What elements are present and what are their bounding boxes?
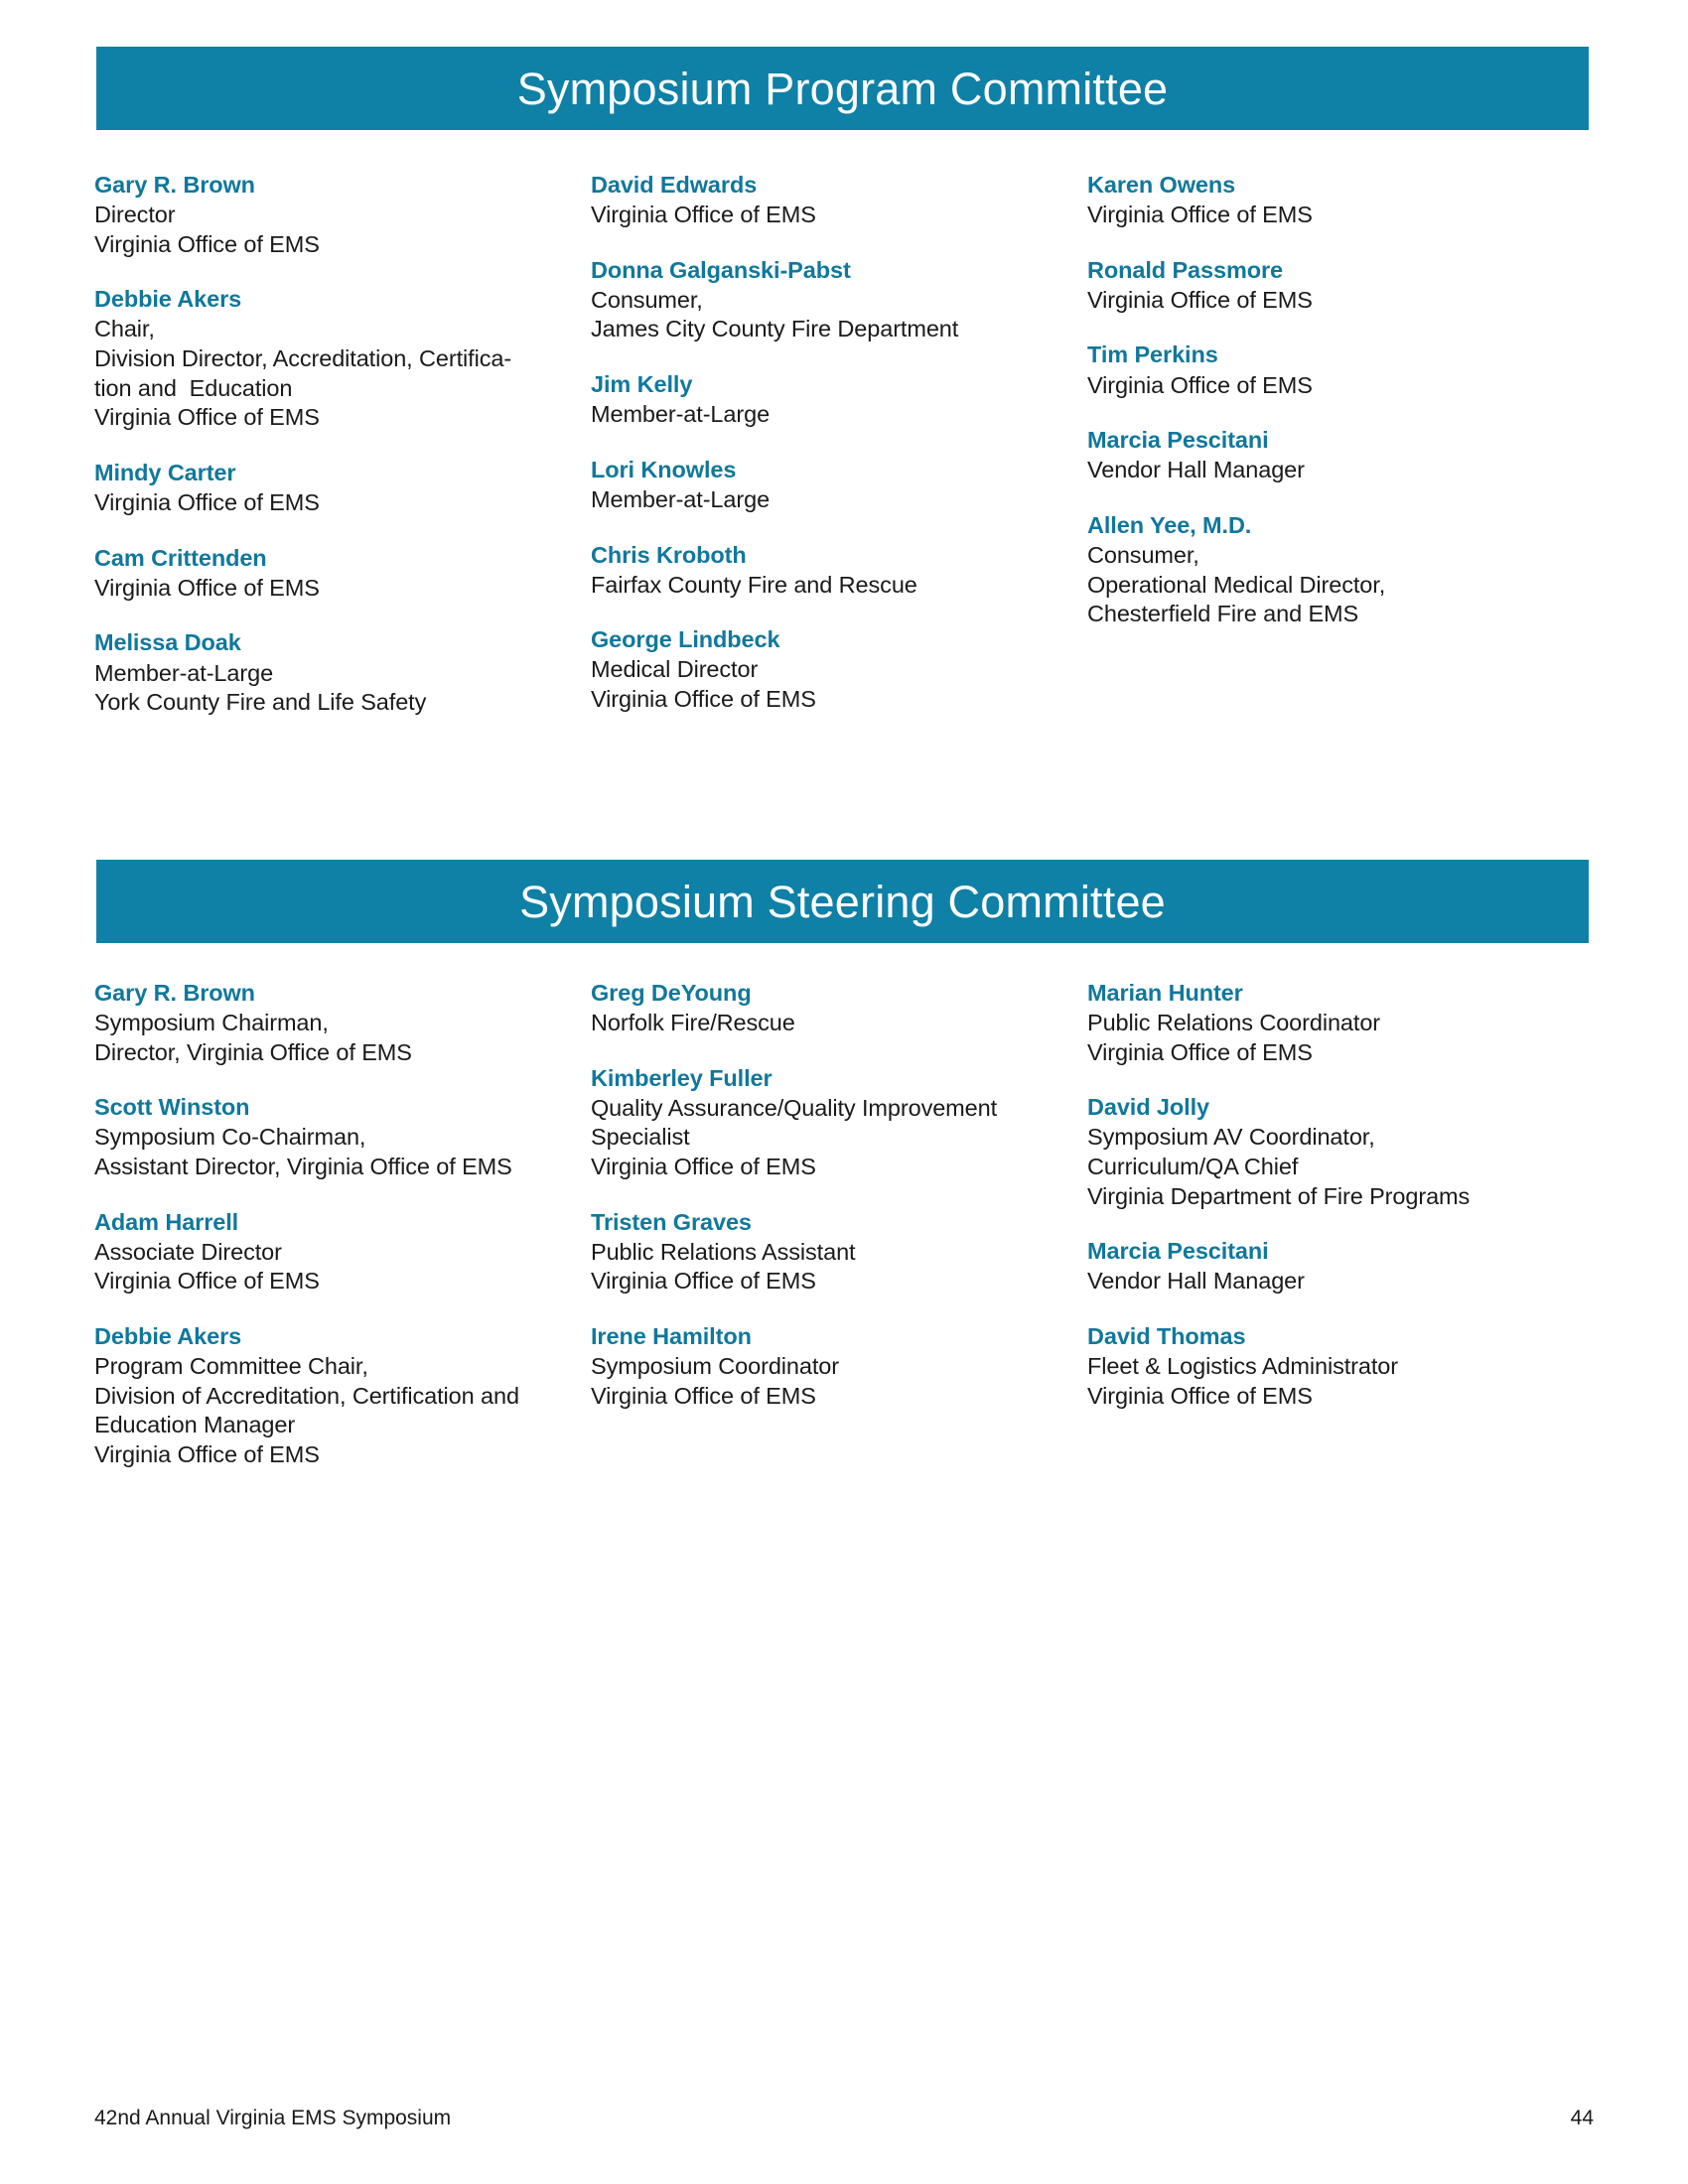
member-detail-line: Virginia Department of Fire Programs bbox=[1087, 1182, 1471, 1209]
committee-member-entry bbox=[591, 979, 1087, 1038]
member-detail-line: Virginia Office of EMS bbox=[591, 1268, 816, 1295]
committee-member-entry bbox=[94, 1093, 591, 1181]
member-name: Mindy Carter bbox=[94, 459, 236, 485]
member-detail-line: Virginia Office of EMS bbox=[1087, 286, 1313, 313]
member-name: Kimberley Fuller bbox=[591, 1064, 773, 1091]
member-name: Marcia Pescitani bbox=[1087, 1238, 1269, 1265]
program-committee-columns bbox=[94, 171, 1594, 718]
member-name: Ronald Passmore bbox=[1087, 256, 1284, 283]
committee-member-entry bbox=[94, 628, 591, 717]
program-committee-banner bbox=[96, 47, 1589, 130]
member-name: Marian Hunter bbox=[1087, 980, 1243, 1006]
committee-member-entry bbox=[591, 370, 1087, 430]
member-detail-line: Consumer, bbox=[1087, 542, 1199, 569]
committee-member-entry bbox=[1087, 1237, 1594, 1297]
committee-member-entry bbox=[94, 171, 591, 259]
committee-member-entry bbox=[94, 1208, 591, 1297]
member-detail-line: James City County Fire Department bbox=[591, 316, 959, 342]
member-detail-line: York County Fire and Life Safety bbox=[94, 689, 427, 716]
member-detail-line: Virginia Office of EMS bbox=[94, 404, 320, 431]
member-detail-line: Quality Assurance/Quality Improvement bbox=[591, 1094, 998, 1121]
member-name: Gary R. Brown bbox=[94, 980, 255, 1006]
steering-committee-title: Symposium Steering Committee bbox=[519, 876, 1166, 927]
member-detail-line: Assistant Director, Virginia Office of EMS bbox=[94, 1154, 512, 1180]
member-name: Debbie Akers bbox=[94, 286, 242, 313]
member-detail-line: Member-at-Large bbox=[94, 659, 274, 686]
member-detail-line: Program Committee Chair, bbox=[94, 1353, 368, 1380]
member-detail-line: Virginia Office of EMS bbox=[591, 1382, 816, 1409]
member-detail-line: Virginia Office of EMS bbox=[591, 202, 816, 228]
member-detail-line: Curriculum/QA Chief bbox=[1087, 1154, 1299, 1180]
member-detail-line: Chesterfield Fire and EMS bbox=[1087, 601, 1359, 627]
member-name: George Lindbeck bbox=[591, 626, 780, 653]
member-name: Donna Galganski-Pabst bbox=[591, 256, 851, 283]
member-detail-line: Public Relations Assistant bbox=[591, 1238, 856, 1265]
member-detail-line: Chair, bbox=[94, 316, 155, 342]
committee-member-entry bbox=[94, 544, 591, 604]
member-detail-line: Norfolk Fire/Rescue bbox=[591, 1010, 795, 1036]
committee-member-entry bbox=[1087, 426, 1594, 485]
member-name: Chris Kroboth bbox=[591, 541, 747, 568]
member-name: Adam Harrell bbox=[94, 1208, 239, 1235]
member-name: David Jolly bbox=[1087, 1094, 1209, 1121]
member-detail-line: Medical Director bbox=[591, 656, 759, 683]
member-detail-line: Public Relations Coordinator bbox=[1087, 1010, 1381, 1036]
member-detail-line: Consumer, bbox=[591, 286, 703, 313]
committee-member-entry bbox=[1087, 511, 1594, 629]
steering-committee-columns bbox=[94, 979, 1594, 1470]
member-detail-line: Division of Accreditation, Certification and bbox=[94, 1382, 519, 1409]
member-name: Marcia Pescitani bbox=[1087, 427, 1269, 454]
committee-member-entry bbox=[591, 625, 1087, 714]
member-detail-line: Virginia Office of EMS bbox=[1087, 371, 1313, 398]
committee-member-entry bbox=[94, 285, 591, 433]
member-detail-line: Symposium Co-Chairman, bbox=[94, 1124, 366, 1151]
footer-publication-title: 42nd Annual Virginia EMS Symposium bbox=[94, 2107, 452, 2129]
member-detail-line: Virginia Office of EMS bbox=[591, 686, 816, 713]
member-detail-line: Symposium Chairman, bbox=[94, 1010, 329, 1036]
member-detail-line: Virginia Office of EMS bbox=[1087, 202, 1313, 228]
steering-committee-banner bbox=[96, 860, 1589, 943]
member-name: Greg DeYoung bbox=[591, 980, 752, 1006]
member-detail-line: Virginia Office of EMS bbox=[94, 489, 320, 516]
committee-member-entry bbox=[591, 1208, 1087, 1297]
member-detail-line: Education Manager bbox=[94, 1412, 296, 1438]
member-name: Jim Kelly bbox=[591, 371, 693, 398]
program-committee-title: Symposium Program Committee bbox=[516, 63, 1169, 114]
program-committee-column-2 bbox=[591, 171, 1087, 715]
committee-member-entry bbox=[1087, 1322, 1594, 1411]
member-detail-line: Symposium Coordinator bbox=[591, 1353, 839, 1380]
member-detail-line: Virginia Office of EMS bbox=[1087, 1038, 1313, 1065]
member-detail-line: Fairfax County Fire and Rescue bbox=[591, 571, 917, 598]
member-detail-line: Fleet & Logistics Administrator bbox=[1087, 1353, 1398, 1380]
committee-member-entry bbox=[1087, 256, 1594, 316]
committee-member-entry bbox=[591, 541, 1087, 601]
member-detail-line: Associate Director bbox=[94, 1238, 282, 1265]
program-committee-column-3 bbox=[1087, 171, 1594, 629]
committee-member-entry bbox=[591, 1322, 1087, 1411]
member-detail-line: Director, Virginia Office of EMS bbox=[94, 1038, 412, 1065]
committee-member-entry bbox=[591, 456, 1087, 515]
committee-member-entry bbox=[1087, 1093, 1594, 1211]
member-name: Lori Knowles bbox=[591, 456, 737, 482]
member-detail-line: Vendor Hall Manager bbox=[1087, 1268, 1305, 1295]
member-detail-line: Virginia Office of EMS bbox=[94, 1268, 320, 1295]
committee-member-entry bbox=[1087, 341, 1594, 400]
member-detail-line: Member-at-Large bbox=[591, 401, 771, 428]
committee-member-entry bbox=[94, 459, 591, 518]
member-detail-line: Symposium AV Coordinator, bbox=[1087, 1124, 1375, 1151]
steering-committee-column-1 bbox=[94, 979, 591, 1470]
member-detail-line: Virginia Office of EMS bbox=[94, 230, 320, 257]
member-name: Cam Crittenden bbox=[94, 544, 267, 571]
member-detail-line: Operational Medical Director, bbox=[1087, 571, 1386, 598]
member-name: Melissa Doak bbox=[94, 629, 241, 656]
member-name: Scott Winston bbox=[94, 1094, 250, 1121]
member-name: Karen Owens bbox=[1087, 172, 1236, 198]
member-name: David Thomas bbox=[1087, 1323, 1246, 1350]
member-detail-line: Specialist bbox=[591, 1124, 690, 1151]
committee-member-entry bbox=[591, 256, 1087, 344]
member-name: Tristen Graves bbox=[591, 1208, 752, 1235]
member-detail-line: Virginia Office of EMS bbox=[1087, 1382, 1313, 1409]
committee-member-entry bbox=[94, 1322, 591, 1470]
member-name: Gary R. Brown bbox=[94, 172, 255, 198]
page-footer bbox=[94, 2108, 1594, 2128]
footer-page-number: 44 bbox=[1570, 2107, 1594, 2129]
committee-member-entry bbox=[1087, 171, 1594, 230]
member-name: Irene Hamilton bbox=[591, 1323, 752, 1350]
program-committee-column-1 bbox=[94, 171, 591, 718]
committee-member-entry bbox=[591, 1064, 1087, 1182]
committee-member-entry bbox=[1087, 979, 1594, 1067]
member-name: David Edwards bbox=[591, 172, 758, 198]
steering-committee-column-2 bbox=[591, 979, 1087, 1411]
member-detail-line: Vendor Hall Manager bbox=[1087, 457, 1305, 483]
member-name: Debbie Akers bbox=[94, 1323, 242, 1350]
member-detail-line: Member-at-Large bbox=[591, 485, 771, 512]
member-detail-line: Virginia Office of EMS bbox=[591, 1154, 816, 1180]
member-detail-line: Virginia Office of EMS bbox=[94, 574, 320, 601]
member-name: Allen Yee, M.D. bbox=[1087, 511, 1252, 538]
member-detail-line: tion and Education bbox=[94, 374, 293, 401]
member-detail-line: Virginia Office of EMS bbox=[94, 1440, 320, 1467]
committee-member-entry bbox=[591, 171, 1087, 230]
committee-member-entry bbox=[94, 979, 591, 1067]
member-name: Tim Perkins bbox=[1087, 341, 1218, 368]
steering-committee-column-3 bbox=[1087, 979, 1594, 1411]
member-detail-line: Director bbox=[94, 202, 176, 228]
member-detail-line: Division Director, Accreditation, Certifica- bbox=[94, 345, 512, 372]
